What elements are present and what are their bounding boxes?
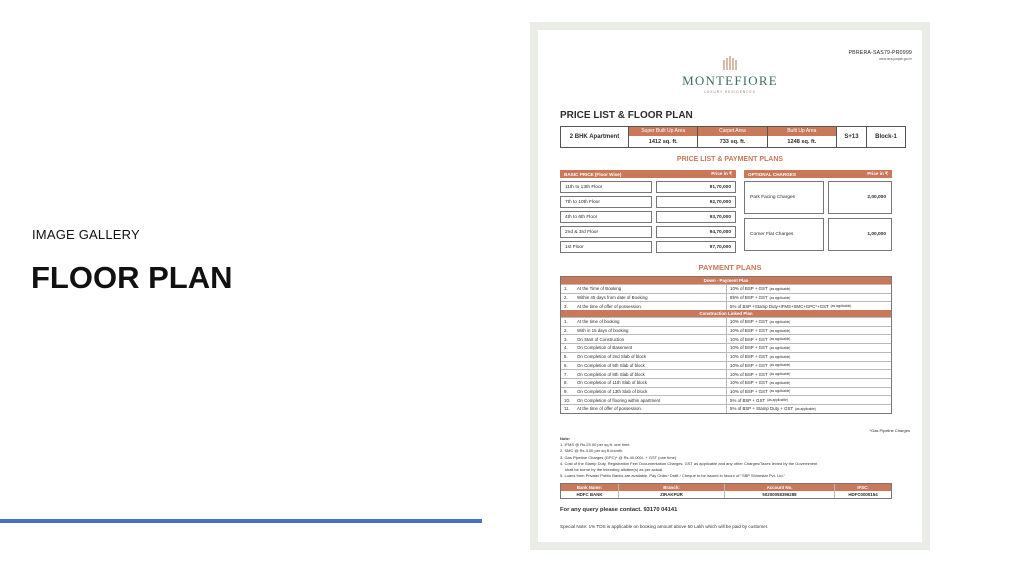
note-item: shall be borne by the intending allottee(s) as per actual. — [565, 467, 664, 473]
note-item: 4. Cost of the Stamp Duty, Registration Fee/ Documentation Charges, GST as applicable and any other Charges/Taxes levied by the Government — [560, 460, 818, 466]
rera-id: PBRERA-SAS79-PR0999 — [848, 50, 912, 56]
document-heading: PRICE LIST & FLOOR PLAN — [560, 110, 693, 121]
amount-text: 10% of BSP + GST — [730, 345, 768, 351]
row-amount — [727, 388, 891, 396]
amount-text: 10% of BSP + GST — [730, 286, 768, 292]
amount-text: 5% of BSP + GST — [730, 397, 766, 403]
row-description: At the time of offer of possession. — [575, 302, 727, 310]
row-number: 7. — [564, 371, 568, 377]
bank-name: HDFC BANK — [561, 491, 619, 498]
amount-note: (as applicable) — [769, 372, 791, 377]
row-description: At the Time of Booking — [575, 285, 727, 293]
block: Block-1 — [875, 134, 897, 140]
branch: ZIRAKPUR — [619, 491, 725, 498]
carpet-area-value: 733 sq. ft. — [719, 138, 746, 145]
row-number: 2. — [564, 328, 568, 334]
row-description: On Completion of 13th Slab of block — [575, 388, 727, 396]
price-list-document-frame — [530, 22, 930, 550]
built-area — [768, 127, 837, 147]
amount-note: (as applicable) — [769, 389, 791, 394]
branch-label: Branch: — [619, 484, 725, 491]
table-row — [561, 352, 891, 361]
bank-details-table — [560, 483, 892, 499]
row-amount — [727, 344, 891, 352]
row-description: On Completion of 2nd Slab of block — [575, 353, 727, 361]
table-row — [561, 387, 891, 396]
amount-text: 10% of BSP + GST — [730, 336, 768, 342]
table-row — [561, 301, 891, 310]
note-item: 3. Gas Pipeline Charges (GPC)* @ Rs.40,000/- + GST (one time) — [560, 454, 677, 460]
carpet-area — [698, 127, 767, 147]
amount-text: 10% of BSP + GST — [730, 362, 768, 368]
table-row — [561, 361, 891, 370]
amount-text: 10% of BSP + GST — [730, 354, 768, 360]
amount-note: (as applicable) — [769, 345, 791, 350]
amount-text: 85% of BSP + GST — [730, 295, 768, 301]
row-description: At the time of offer of possession. — [575, 405, 727, 413]
table-row — [561, 404, 891, 413]
row-description: On Completion of 5th Slab of block — [575, 362, 727, 370]
amount-note: (as applicable) — [769, 337, 791, 342]
row-number: 5. — [564, 354, 568, 360]
built-area-label: Built Up Area — [768, 127, 836, 136]
note-item: 1. IFMS @ Rs.25.00 per sq.ft. one time. — [560, 442, 631, 448]
special-note: Special Note: 1% TDS is applicable on booking amount above 50 Lakh which will be paid by customer. — [560, 524, 769, 529]
optional-header-label: OPTIONAL CHARGES — [748, 171, 796, 177]
floor-label: 4th to 6th Floor — [560, 211, 652, 223]
row-description: On Completion of flooring within apartment — [575, 396, 727, 404]
table-row — [561, 284, 891, 293]
row-amount — [727, 362, 891, 370]
row-description: At the time of booking — [575, 318, 727, 326]
ifsc-code: HDFC0000154 — [848, 492, 878, 497]
account-number: 50200058396288 — [725, 491, 835, 498]
price-row — [560, 241, 736, 253]
price-section-heading: PRICE LIST & PAYMENT PLANS — [676, 156, 784, 163]
optional-charge-price: 2,00,000 — [828, 181, 892, 214]
floor-label: 2nd & 3rd Floor — [560, 226, 652, 238]
note-item: 2. SMC @ Rs.3.00 per sq.ft./month. — [560, 448, 624, 454]
amount-note: (as applicable) — [769, 354, 791, 359]
floor-price: 97,70,000 — [656, 241, 736, 253]
unit-summary — [560, 126, 906, 148]
amount-text: 10% of BSP + GST — [730, 388, 768, 394]
floor-label: 7th to 10th Floor — [560, 196, 652, 208]
payment-plans-heading: PAYMENT PLANS — [698, 263, 762, 272]
row-description: Within 45 days from date of Booking — [575, 294, 727, 302]
table-row — [561, 334, 891, 343]
amount-text: 5% of BSP + Stamp Duty + GST — [730, 406, 794, 412]
bank-name-label: Bank Name: — [561, 484, 619, 491]
row-number: 1. — [564, 319, 568, 325]
price-row — [560, 196, 736, 208]
payment-plans-table — [560, 276, 892, 414]
amount-note: (as applicable) — [767, 398, 788, 403]
row-number: 3. — [564, 336, 568, 342]
amount-text: 10% of BSP + GST — [730, 371, 768, 377]
amount-note: (as applicable) — [769, 286, 791, 291]
super-area — [629, 127, 698, 147]
optional-header-unit: Price in ₹ — [867, 171, 888, 176]
brand-logo — [538, 55, 922, 94]
row-number: 10. — [564, 397, 571, 403]
accent-rule — [0, 519, 482, 523]
contact-line: For any query please contact. 93170 04141 — [560, 507, 678, 513]
super-area-value: 1412 sq. ft. — [648, 138, 678, 145]
carpet-area-label: Carpet Area — [698, 127, 766, 136]
floor-price: 92,70,000 — [656, 196, 736, 208]
row-amount — [727, 285, 891, 293]
floor-price: 93,70,000 — [656, 211, 736, 223]
built-area-value: 1248 sq. ft. — [787, 138, 817, 145]
optional-charges-header — [744, 170, 892, 178]
row-description: On Start of Construction — [575, 335, 727, 343]
row-number: 6. — [564, 362, 568, 368]
row-description: On Completion of 11th Slab of block — [575, 379, 727, 387]
amount-note: (as applicable) — [795, 406, 816, 411]
table-row — [561, 317, 891, 326]
amount-note: (as applicable) — [769, 319, 791, 324]
gas-pipeline-note: *Gas Pipeline Charges — [869, 428, 910, 433]
row-number: 9. — [564, 388, 568, 394]
table-row — [561, 343, 891, 352]
optional-charge-label: Park Facing Charges — [744, 181, 824, 214]
floor-label: 1st Floor — [560, 241, 652, 253]
price-list-document — [538, 30, 922, 542]
table-row — [561, 369, 891, 378]
account-label: Account No. — [725, 484, 835, 491]
amount-text: 10% of BSP + GST — [730, 328, 768, 334]
amount-note: (as applicable) — [769, 328, 791, 333]
amount-note: (as applicable) — [769, 363, 791, 368]
optional-charge-label: Corner Flat Charges — [744, 218, 824, 251]
row-description: On Completion of Basement — [575, 344, 727, 352]
super-area-label: Super Built Up Area — [629, 127, 697, 136]
row-amount — [727, 370, 891, 378]
row-number: 1. — [564, 286, 568, 292]
row-number: 11. — [564, 406, 570, 412]
table-row — [561, 395, 891, 404]
basic-price-header-label: BASIC PRICE (Floor Wise) — [564, 171, 622, 177]
row-amount — [727, 302, 891, 310]
gallery-label: IMAGE GALLERY — [32, 227, 140, 242]
bank-value-row — [561, 491, 891, 498]
amount-note: (as applicable) — [769, 380, 791, 385]
table-row — [561, 378, 891, 387]
notes-title: Note: — [560, 436, 571, 441]
amount-text: 5% of BSP +Stamp Duty+IFMS+SMC+GPC*+GST — [730, 303, 829, 309]
ifsc-label: IFSC: — [857, 485, 869, 490]
building-logo-icon — [723, 55, 737, 71]
slide-title: FLOOR PLAN — [31, 260, 233, 295]
table-row — [561, 326, 891, 335]
row-number: 3. — [564, 303, 568, 309]
row-number: 8. — [564, 380, 568, 386]
row-description: On Completion of 8th Slab of block — [575, 370, 727, 378]
row-amount — [727, 294, 891, 302]
floor-price: 91,70,000 — [656, 181, 736, 193]
price-row — [560, 226, 736, 238]
row-number: 2. — [564, 295, 568, 301]
amount-text: 10% of BSP + GST — [730, 380, 768, 386]
floor-label: 11th to 13th Floor — [560, 181, 652, 193]
row-amount — [727, 318, 891, 326]
row-number: 4. — [564, 345, 568, 351]
row-amount — [727, 353, 891, 361]
amount-note: (as applicable) — [830, 304, 852, 309]
amount-note: (as applicable) — [769, 295, 791, 300]
notes — [560, 436, 900, 479]
row-amount — [727, 405, 891, 413]
down-payment-plan-title: Down - Payment Plan — [561, 277, 891, 284]
floors: S+13 — [837, 127, 867, 147]
construction-plan-title: Construction Linked Plan — [561, 310, 891, 317]
table-row — [561, 293, 891, 302]
price-row — [560, 211, 736, 223]
row-amount — [727, 396, 891, 404]
amount-text: 10% of BSP + GST — [730, 319, 768, 325]
price-row — [560, 181, 736, 193]
bank-header-row — [561, 484, 891, 491]
basic-price-header — [560, 170, 736, 178]
floor-price: 94,70,000 — [656, 226, 736, 238]
brand-name: MONTEFIORE — [682, 73, 778, 88]
brand-tagline: LUXURY RESIDENCES — [704, 90, 756, 94]
unit-type: 2 BHK Apartment — [561, 127, 629, 147]
optional-charge-price: 1,00,000 — [828, 218, 892, 251]
row-amount — [727, 335, 891, 343]
row-amount — [727, 327, 891, 335]
row-description: With in 15 days of booking — [575, 327, 727, 335]
row-amount — [727, 379, 891, 387]
note-item: 5. Loans from Private/ Public Banks are available. Pay Order/ Draft / Cheque to be issued in favour of "SBP Shinestar Pvt. Ltd." — [560, 473, 786, 479]
rera-url: www.rera.punjab.gov.in — [879, 57, 912, 61]
basic-price-header-unit: Price in ₹ — [711, 171, 732, 176]
